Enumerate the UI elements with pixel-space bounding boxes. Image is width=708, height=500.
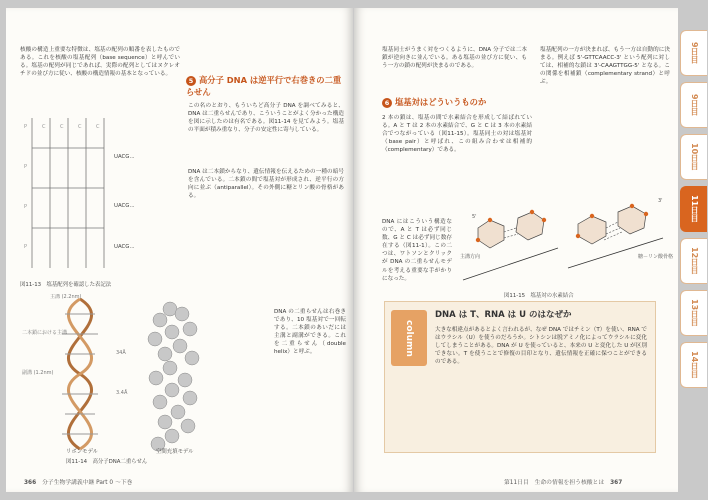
left-body-1: この名のとおり、もういちど高分子 DNA を調べてみると、DNA は二重らせんであり、こういうことがよく分かった構造を図に示したのは有名である。図11-14 を見てみよう。塩基の平面が積み重なり、分子の安定性に寄与している。 (188, 103, 344, 134)
tab-day-6[interactable]: 13日目 (680, 290, 707, 336)
figure-11-14-caption: 図11-14 高分子DNA二重らせん (66, 459, 148, 465)
day-tabs (680, 30, 708, 394)
seq-label-2: UACG... (114, 203, 135, 209)
svg-text:P: P (24, 244, 28, 250)
figure-11-15-caption: 図11-15 塩基対の水素結合 (504, 293, 574, 299)
left-footer-title: 分子生物学講義中継 Part 0 ～下巻 (42, 480, 133, 486)
helix-label-3: 34Å (116, 350, 126, 356)
tab-day-2[interactable]: 9日目 (680, 82, 707, 128)
seq-label-1: UACG... (114, 154, 135, 160)
helix-label-1: 二本鎖における主溝 (22, 330, 68, 336)
fig15-label-1: 糖－リン酸骨格 (638, 254, 673, 260)
right-intro-text: 塩基同士がうまく対をつくるように、DNA 分子では二本鎖が逆向きに並んでいる。ある塩基の並び方に従い、もう一方の鎖の配列が決まるのである。 (382, 47, 527, 70)
column-title: DNA は T、RNA は U のはなぜか (435, 310, 572, 320)
right-section-heading (382, 96, 532, 108)
fig15-label-2: 5' (472, 214, 477, 220)
figure-11-13-caption: 図11-13 塩基配列を確認した表記法 (20, 282, 112, 288)
helix-label-2: 副溝 (1.2nm) (22, 370, 54, 376)
svg-text:C: C (60, 124, 64, 130)
svg-text:C: C (96, 124, 100, 130)
fig15-label-3: 3' (658, 198, 663, 204)
right-column-text: 塩基配列の一方が決まれば、もう一方は自動的に決まる。例えば 5'-GTTCAACC-3' という配列に対しては、相補的な鎖は 3'-CAAGTTGG-5' となる。この関係を相補鎖（complementary strand）と呼ぶ。 (540, 47, 670, 86)
left-body-3: DNA の二重らせんは右巻きであり、10 塩基対で一回転する。二本鎖のあいだには主溝と副溝ができる。これを二重らせん（double helix）と呼ぶ。 (274, 309, 346, 356)
helix-label-0: 主溝 (2.2nm) (50, 294, 82, 300)
tab-day-3[interactable]: 10日目 (680, 134, 707, 180)
svg-text:C: C (78, 124, 82, 130)
figure-11-15 (458, 188, 673, 288)
right-body-2: DNA にはこういう構造なので、A と T は必ず同じ数、G と C は必ず同じ数存在する（図11-1）。この二つは、ワトソンとクリックが DNA の二重らせんモデルを考える重要な手がかりになった。 (382, 219, 452, 282)
fig15-label-0: 主溝方向 (460, 254, 481, 260)
helix-label-4: 3.4Å (116, 390, 128, 396)
ribbon-model-label: リボンモデル (66, 449, 99, 455)
column-box (384, 301, 656, 453)
right-footer-title: 第11日目 生命の情報を担う核酸とは (504, 480, 605, 486)
right-body-1: 2 本の鎖は、塩基の間で水素結合を形成して結ばれている。A と T は 2 本の水素結合で、G と C は 3 本の水素結合でつながっている（図11-15）。塩基同士の対は塩基対（base pair）と呼ばれ、この組み合わせは相補的（complementary）である。 (382, 115, 532, 154)
tab-day-5[interactable]: 12日目 (680, 238, 707, 284)
left-body-2: DNA は二本鎖からなり、遺伝情報を伝えるための一種の暗号を含んでいる。二本鎖の間で塩基対が形成され、逆平行の方向に並ぶ（antiparallel）。その外側に糖とリン酸の骨格がある。 (188, 169, 344, 200)
tab-day-1[interactable]: 9日目 (680, 30, 707, 76)
tab-day-active[interactable]: 11日目 (680, 186, 707, 232)
svg-text:P: P (24, 124, 28, 130)
svg-text:C: C (42, 124, 46, 130)
left-page-number: 366 (24, 480, 37, 486)
right-page-footer (504, 477, 622, 486)
left-intro-text: 核酸の構造上重要な特徴は、塩基の配列の順番を表したものである。これを核酸の塩基配列（base sequence）と呼んでいる。塩基の配列が同じであれば、実際の配列としてはヌクレオチドの並び方に従い、核酸の構造情報の基本となっている。 (20, 47, 180, 78)
column-label: column (391, 310, 427, 366)
seq-label-3: UACG... (114, 244, 135, 250)
right-page-number: 367 (610, 480, 623, 486)
right-heading-text: 塩基対はどういうものか (395, 97, 487, 107)
section-number-badge-2: 6 (382, 98, 392, 108)
left-page (6, 8, 353, 492)
column-text: 大きな相違点があるとよく言われるが、なぜ DNA ではチミン（T）を使い、RNA ではウラシル（U）を使うのだろうか。シトシンは脱アミノ化によってウラシルに変化してしまうことがある。DNA が U を使っていると、本来の U と変化した U が区別できない。T を使うことで修復の目印となり、遺伝情報を正確に保つことができるのである。 (435, 327, 647, 366)
figure-11-13 (20, 108, 180, 278)
svg-text:P: P (24, 164, 28, 170)
left-page-footer (24, 477, 132, 486)
svg-text:P: P (24, 204, 28, 210)
space-filling-model-label: 空間充填モデル (156, 449, 194, 455)
figure-11-14 (20, 294, 270, 454)
left-section-heading (186, 74, 346, 98)
section-number-badge: 5 (186, 76, 196, 86)
left-heading-text: 高分子 DNA は逆平行で右巻きの二重らせん (186, 75, 342, 97)
tab-day-7[interactable]: 14日目 (680, 342, 707, 388)
